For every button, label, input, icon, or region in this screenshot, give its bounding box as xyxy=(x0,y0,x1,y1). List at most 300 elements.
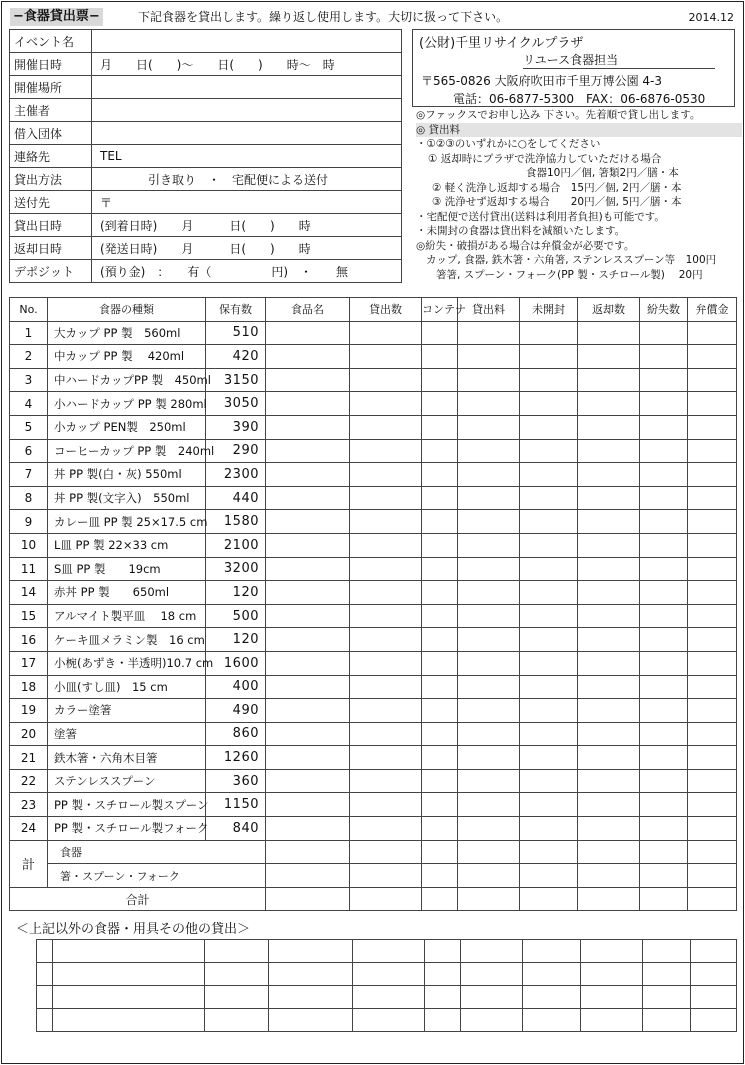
entry-cell[interactable] xyxy=(458,817,520,841)
row-number: 22 xyxy=(10,769,48,793)
entry-cell[interactable] xyxy=(520,321,578,345)
stock-quantity: 420 xyxy=(206,345,266,369)
entry-cell[interactable] xyxy=(688,675,737,699)
entry-cell[interactable] xyxy=(640,864,688,888)
column-header: No. xyxy=(10,298,48,322)
entry-cell[interactable] xyxy=(520,840,578,864)
entry-cell[interactable] xyxy=(688,321,737,345)
entry-cell[interactable] xyxy=(640,628,688,652)
entry-cell[interactable] xyxy=(422,368,458,392)
stock-quantity: 490 xyxy=(206,699,266,723)
info-value-field[interactable]: 月 日( )〜 日( ) 時〜 時 xyxy=(92,53,402,76)
entry-cell[interactable] xyxy=(520,368,578,392)
info-label: 主催者 xyxy=(10,99,92,122)
entry-cell[interactable] xyxy=(688,510,737,534)
entry-cell[interactable] xyxy=(520,581,578,605)
entry-cell[interactable] xyxy=(266,557,350,581)
entry-cell[interactable] xyxy=(353,986,425,1009)
entry-cell[interactable] xyxy=(425,986,461,1009)
entry-cell[interactable] xyxy=(578,392,640,416)
entry-cell[interactable] xyxy=(578,415,640,439)
entry-cell[interactable] xyxy=(422,557,458,581)
entry-cell[interactable] xyxy=(640,463,688,487)
entry-cell[interactable] xyxy=(640,675,688,699)
entry-cell[interactable] xyxy=(691,940,737,963)
entry-cell[interactable] xyxy=(688,415,737,439)
entry-cell[interactable] xyxy=(688,392,737,416)
entry-cell[interactable] xyxy=(205,940,269,963)
info-label: 返却日時 xyxy=(10,237,92,260)
entry-cell[interactable] xyxy=(266,604,350,628)
entry-cell[interactable] xyxy=(266,392,350,416)
entry-cell[interactable] xyxy=(458,793,520,817)
entry-cell[interactable] xyxy=(688,581,737,605)
entry-cell[interactable] xyxy=(37,940,53,963)
entry-cell[interactable] xyxy=(266,817,350,841)
entry-cell[interactable] xyxy=(578,722,640,746)
entry-cell[interactable] xyxy=(458,439,520,463)
entry-cell[interactable] xyxy=(578,746,640,770)
entry-cell[interactable] xyxy=(688,368,737,392)
entry-cell[interactable] xyxy=(458,628,520,652)
entry-cell[interactable] xyxy=(350,887,422,911)
tableware-type: カレー皿 PP 製 25×17.5 cm xyxy=(48,510,206,534)
table-row xyxy=(10,817,737,841)
entry-cell[interactable] xyxy=(578,887,640,911)
tableware-type: ケーキ皿メラミン製 16 cm xyxy=(48,628,206,652)
entry-cell[interactable] xyxy=(520,699,578,723)
entry-cell[interactable] xyxy=(350,817,422,841)
entry-cell[interactable] xyxy=(643,940,691,963)
entry-cell[interactable] xyxy=(53,986,205,1009)
entry-cell[interactable] xyxy=(640,604,688,628)
entry-cell[interactable] xyxy=(458,604,520,628)
entry-cell[interactable] xyxy=(422,840,458,864)
entry-cell[interactable] xyxy=(422,628,458,652)
org-address: 〒565-0826 大阪府吹田市千里万博公園 4-3 xyxy=(421,74,663,88)
info-row xyxy=(10,30,402,53)
entry-cell[interactable] xyxy=(205,986,269,1009)
entry-cell[interactable] xyxy=(266,628,350,652)
entry-cell[interactable] xyxy=(266,510,350,534)
info-value-field[interactable]: 〒 xyxy=(92,191,402,214)
entry-cell[interactable] xyxy=(578,817,640,841)
entry-cell[interactable] xyxy=(520,722,578,746)
entry-cell[interactable] xyxy=(266,581,350,605)
entry-cell[interactable] xyxy=(578,345,640,369)
entry-cell[interactable] xyxy=(422,887,458,911)
info-value-field[interactable] xyxy=(92,30,402,53)
entry-cell[interactable] xyxy=(640,581,688,605)
stock-quantity: 120 xyxy=(206,581,266,605)
entry-cell[interactable] xyxy=(640,415,688,439)
entry-cell[interactable] xyxy=(691,986,737,1009)
table-row xyxy=(10,392,737,416)
info-value-field[interactable]: 引き取り ・ 宅配便による送付 xyxy=(92,168,402,191)
entry-cell[interactable] xyxy=(578,840,640,864)
entry-cell[interactable] xyxy=(688,769,737,793)
entry-cell[interactable] xyxy=(520,864,578,888)
entry-cell[interactable] xyxy=(578,557,640,581)
info-value-field[interactable]: TEL xyxy=(92,145,402,168)
entry-cell[interactable] xyxy=(422,604,458,628)
entry-cell[interactable] xyxy=(350,533,422,557)
entry-cell[interactable] xyxy=(643,1009,691,1032)
entry-cell[interactable] xyxy=(422,392,458,416)
entry-cell[interactable] xyxy=(37,963,53,986)
entry-cell[interactable] xyxy=(350,581,422,605)
entry-cell[interactable] xyxy=(640,793,688,817)
entry-cell[interactable] xyxy=(422,463,458,487)
entry-cell[interactable] xyxy=(578,510,640,534)
entry-cell[interactable] xyxy=(458,557,520,581)
entry-cell[interactable] xyxy=(350,486,422,510)
note-line: ③ 洗浄せず返却する場合 20円／個, 5円／膳・本 xyxy=(432,196,682,208)
entry-cell[interactable] xyxy=(350,368,422,392)
entry-cell[interactable] xyxy=(578,769,640,793)
entry-cell[interactable] xyxy=(422,321,458,345)
entry-cell[interactable] xyxy=(350,439,422,463)
entry-cell[interactable] xyxy=(425,963,461,986)
entry-cell[interactable] xyxy=(53,963,205,986)
entry-cell[interactable] xyxy=(422,510,458,534)
entry-cell[interactable] xyxy=(640,439,688,463)
entry-cell[interactable] xyxy=(640,769,688,793)
info-value-field[interactable] xyxy=(92,122,402,145)
entry-cell[interactable] xyxy=(578,368,640,392)
entry-cell[interactable] xyxy=(578,604,640,628)
entry-cell[interactable] xyxy=(53,1009,205,1032)
entry-cell[interactable] xyxy=(461,1009,523,1032)
entry-cell[interactable] xyxy=(266,345,350,369)
info-label: 借入団体 xyxy=(10,122,92,145)
tableware-type: 中カップ PP 製 420ml xyxy=(48,345,206,369)
entry-cell[interactable] xyxy=(578,628,640,652)
entry-cell[interactable] xyxy=(353,963,425,986)
entry-cell[interactable] xyxy=(520,628,578,652)
entry-cell[interactable] xyxy=(422,345,458,369)
entry-cell[interactable] xyxy=(640,817,688,841)
tableware-type: 中ハードカップPP 製 450ml xyxy=(48,368,206,392)
entry-cell[interactable] xyxy=(350,840,422,864)
entry-cell[interactable] xyxy=(458,675,520,699)
entry-cell[interactable] xyxy=(458,887,520,911)
entry-cell[interactable] xyxy=(458,533,520,557)
entry-cell[interactable] xyxy=(458,345,520,369)
entry-cell[interactable] xyxy=(520,817,578,841)
entry-cell[interactable] xyxy=(578,651,640,675)
stock-quantity: 500 xyxy=(206,604,266,628)
entry-cell[interactable] xyxy=(422,817,458,841)
entry-cell[interactable] xyxy=(269,1009,353,1032)
note-line: 箸箸, スプーン・フォーク(PP 製・スチロール製) 20円 xyxy=(436,268,703,281)
entry-cell[interactable] xyxy=(350,415,422,439)
entry-cell[interactable] xyxy=(688,486,737,510)
entry-cell[interactable] xyxy=(520,675,578,699)
entry-cell[interactable] xyxy=(458,510,520,534)
entry-cell[interactable] xyxy=(266,415,350,439)
column-header: 食品名 xyxy=(266,298,350,322)
entry-cell[interactable] xyxy=(350,722,422,746)
entry-cell[interactable] xyxy=(458,581,520,605)
entry-cell[interactable] xyxy=(520,604,578,628)
entry-cell[interactable] xyxy=(266,463,350,487)
entry-cell[interactable] xyxy=(643,986,691,1009)
info-value-field[interactable] xyxy=(92,76,402,99)
entry-cell[interactable] xyxy=(578,581,640,605)
entry-cell[interactable] xyxy=(461,986,523,1009)
entry-cell[interactable] xyxy=(350,769,422,793)
entry-cell[interactable] xyxy=(688,345,737,369)
entry-cell[interactable] xyxy=(688,864,737,888)
entry-cell[interactable] xyxy=(520,345,578,369)
entry-cell[interactable] xyxy=(640,557,688,581)
entry-cell[interactable] xyxy=(691,963,737,986)
entry-cell[interactable] xyxy=(422,699,458,723)
entry-cell[interactable] xyxy=(688,533,737,557)
table-row xyxy=(10,581,737,605)
entry-cell[interactable] xyxy=(640,840,688,864)
entry-cell[interactable] xyxy=(350,463,422,487)
entry-cell[interactable] xyxy=(640,345,688,369)
entry-cell[interactable] xyxy=(581,1009,643,1032)
row-number: 15 xyxy=(10,604,48,628)
entry-cell[interactable] xyxy=(520,533,578,557)
entry-cell[interactable] xyxy=(688,817,737,841)
entry-cell[interactable] xyxy=(422,793,458,817)
entry-cell[interactable] xyxy=(578,699,640,723)
column-header: 未開封 xyxy=(520,298,578,322)
entry-cell[interactable] xyxy=(350,746,422,770)
entry-cell[interactable] xyxy=(350,628,422,652)
entry-cell[interactable] xyxy=(520,769,578,793)
entry-cell[interactable] xyxy=(266,769,350,793)
entry-cell[interactable] xyxy=(458,392,520,416)
entry-cell[interactable] xyxy=(520,486,578,510)
entry-cell[interactable] xyxy=(53,940,205,963)
entry-cell[interactable] xyxy=(425,1009,461,1032)
entry-cell[interactable] xyxy=(520,392,578,416)
entry-cell[interactable] xyxy=(350,699,422,723)
entry-cell[interactable] xyxy=(350,321,422,345)
entry-cell[interactable] xyxy=(520,510,578,534)
stock-quantity: 840 xyxy=(206,817,266,841)
entry-cell[interactable] xyxy=(350,864,422,888)
entry-cell[interactable] xyxy=(350,675,422,699)
entry-cell[interactable] xyxy=(37,986,53,1009)
entry-cell[interactable] xyxy=(458,722,520,746)
stock-quantity: 3150 xyxy=(206,368,266,392)
entry-cell[interactable] xyxy=(688,651,737,675)
entry-cell[interactable] xyxy=(350,651,422,675)
entry-cell[interactable] xyxy=(523,1009,581,1032)
entry-cell[interactable] xyxy=(458,699,520,723)
table-row xyxy=(10,675,737,699)
entry-cell[interactable] xyxy=(688,628,737,652)
entry-cell[interactable] xyxy=(640,746,688,770)
info-row xyxy=(10,191,402,214)
entry-cell[interactable] xyxy=(688,793,737,817)
entry-cell[interactable] xyxy=(461,963,523,986)
entry-cell[interactable] xyxy=(688,463,737,487)
entry-cell[interactable] xyxy=(640,486,688,510)
entry-cell[interactable] xyxy=(266,675,350,699)
entry-cell[interactable] xyxy=(640,392,688,416)
entry-cell[interactable] xyxy=(422,769,458,793)
entry-cell[interactable] xyxy=(520,651,578,675)
entry-cell[interactable] xyxy=(458,746,520,770)
entry-cell[interactable] xyxy=(269,986,353,1009)
entry-cell[interactable] xyxy=(578,675,640,699)
stock-quantity: 2300 xyxy=(206,463,266,487)
row-number: 18 xyxy=(10,675,48,699)
entry-cell[interactable] xyxy=(458,486,520,510)
entry-cell[interactable] xyxy=(266,699,350,723)
info-label: 連絡先 xyxy=(10,145,92,168)
entry-cell[interactable] xyxy=(578,321,640,345)
entry-cell[interactable] xyxy=(578,486,640,510)
table-row xyxy=(10,533,737,557)
entry-cell[interactable] xyxy=(640,510,688,534)
entry-cell[interactable] xyxy=(688,699,737,723)
entry-cell[interactable] xyxy=(640,321,688,345)
entry-cell[interactable] xyxy=(458,840,520,864)
entry-cell[interactable] xyxy=(578,463,640,487)
entry-cell[interactable] xyxy=(266,486,350,510)
entry-cell[interactable] xyxy=(578,439,640,463)
info-row xyxy=(10,168,402,191)
entry-cell[interactable] xyxy=(643,963,691,986)
entry-cell[interactable] xyxy=(269,940,353,963)
entry-cell[interactable] xyxy=(520,557,578,581)
entry-cell[interactable] xyxy=(266,840,350,864)
entry-cell[interactable] xyxy=(523,940,581,963)
tableware-type: 小椀(あずき・半透明)10.7 cm xyxy=(48,651,206,675)
tableware-type: 小皿(すし皿) 15 cm xyxy=(48,675,206,699)
info-value-field[interactable]: (預り金) ： 有（ 円) ・ 無 xyxy=(92,260,402,283)
entry-cell[interactable] xyxy=(266,864,350,888)
entry-cell[interactable] xyxy=(581,940,643,963)
table-row xyxy=(10,439,737,463)
info-value-field[interactable]: (到着日時) 月 日( ) 時 xyxy=(92,214,402,237)
entry-cell[interactable] xyxy=(458,415,520,439)
entry-cell[interactable] xyxy=(640,368,688,392)
entry-cell[interactable] xyxy=(461,940,523,963)
entry-cell[interactable] xyxy=(350,604,422,628)
entry-cell[interactable] xyxy=(353,940,425,963)
entry-cell[interactable] xyxy=(578,533,640,557)
entry-cell[interactable] xyxy=(422,675,458,699)
entry-cell[interactable] xyxy=(266,746,350,770)
entry-cell[interactable] xyxy=(688,557,737,581)
entry-cell[interactable] xyxy=(350,392,422,416)
entry-cell[interactable] xyxy=(688,746,737,770)
info-value-field[interactable]: (発送日時) 月 日( ) 時 xyxy=(92,237,402,260)
entry-cell[interactable] xyxy=(266,793,350,817)
entry-cell[interactable] xyxy=(266,887,350,911)
entry-cell[interactable] xyxy=(458,651,520,675)
entry-cell[interactable] xyxy=(520,793,578,817)
table-row xyxy=(10,463,737,487)
entry-cell[interactable] xyxy=(422,746,458,770)
subtotal-row xyxy=(10,840,737,864)
entry-cell[interactable] xyxy=(422,533,458,557)
entry-cell[interactable] xyxy=(458,769,520,793)
entry-cell[interactable] xyxy=(350,510,422,534)
entry-cell[interactable] xyxy=(688,887,737,911)
entry-cell[interactable] xyxy=(688,840,737,864)
entry-cell[interactable] xyxy=(266,722,350,746)
entry-cell[interactable] xyxy=(422,415,458,439)
entry-cell[interactable] xyxy=(581,986,643,1009)
entry-cell[interactable] xyxy=(691,1009,737,1032)
entry-cell[interactable] xyxy=(266,651,350,675)
entry-cell[interactable] xyxy=(520,746,578,770)
entry-cell[interactable] xyxy=(458,321,520,345)
entry-cell[interactable] xyxy=(458,368,520,392)
entry-cell[interactable] xyxy=(520,415,578,439)
total-label: 合計 xyxy=(10,887,266,911)
entry-cell[interactable] xyxy=(520,887,578,911)
entry-cell[interactable] xyxy=(520,439,578,463)
entry-cell[interactable] xyxy=(350,793,422,817)
info-value-field[interactable] xyxy=(92,99,402,122)
note-line: ・未開封の食器は貸出料を減額いたします。 xyxy=(416,225,626,237)
entry-cell[interactable] xyxy=(640,722,688,746)
entry-cell[interactable] xyxy=(640,533,688,557)
entry-cell[interactable] xyxy=(640,651,688,675)
entry-cell[interactable] xyxy=(578,793,640,817)
entry-cell[interactable] xyxy=(266,439,350,463)
tableware-type: 鉄木箸・六角木目箸 xyxy=(48,746,206,770)
entry-cell[interactable] xyxy=(266,533,350,557)
entry-cell[interactable] xyxy=(422,439,458,463)
entry-cell[interactable] xyxy=(422,864,458,888)
entry-cell[interactable] xyxy=(353,1009,425,1032)
entry-cell[interactable] xyxy=(425,940,461,963)
entry-cell[interactable] xyxy=(350,345,422,369)
stock-quantity: 3050 xyxy=(206,392,266,416)
entry-cell[interactable] xyxy=(422,581,458,605)
entry-cell[interactable] xyxy=(205,1009,269,1032)
entry-cell[interactable] xyxy=(266,321,350,345)
info-label: イベント名 xyxy=(10,30,92,53)
tableware-type: 丼 PP 製(文字入) 550ml xyxy=(48,486,206,510)
entry-cell[interactable] xyxy=(350,557,422,581)
header-note: 下記食器を貸出します。繰り返し使用します。大切に扱って下さい。 xyxy=(138,10,509,24)
entry-cell[interactable] xyxy=(422,651,458,675)
entry-cell[interactable] xyxy=(458,864,520,888)
entry-cell[interactable] xyxy=(688,722,737,746)
entry-cell[interactable] xyxy=(688,604,737,628)
entry-cell[interactable] xyxy=(205,963,269,986)
entry-cell[interactable] xyxy=(581,963,643,986)
entry-cell[interactable] xyxy=(422,486,458,510)
entry-cell[interactable] xyxy=(266,368,350,392)
entry-cell[interactable] xyxy=(458,463,520,487)
row-number: 8 xyxy=(10,486,48,510)
entry-cell[interactable] xyxy=(523,986,581,1009)
entry-cell[interactable] xyxy=(578,864,640,888)
entry-cell[interactable] xyxy=(269,963,353,986)
entry-cell[interactable] xyxy=(422,722,458,746)
entry-cell[interactable] xyxy=(688,439,737,463)
entry-cell[interactable] xyxy=(523,963,581,986)
entry-cell[interactable] xyxy=(520,463,578,487)
entry-cell[interactable] xyxy=(640,699,688,723)
entry-cell[interactable] xyxy=(640,887,688,911)
entry-cell[interactable] xyxy=(37,1009,53,1032)
